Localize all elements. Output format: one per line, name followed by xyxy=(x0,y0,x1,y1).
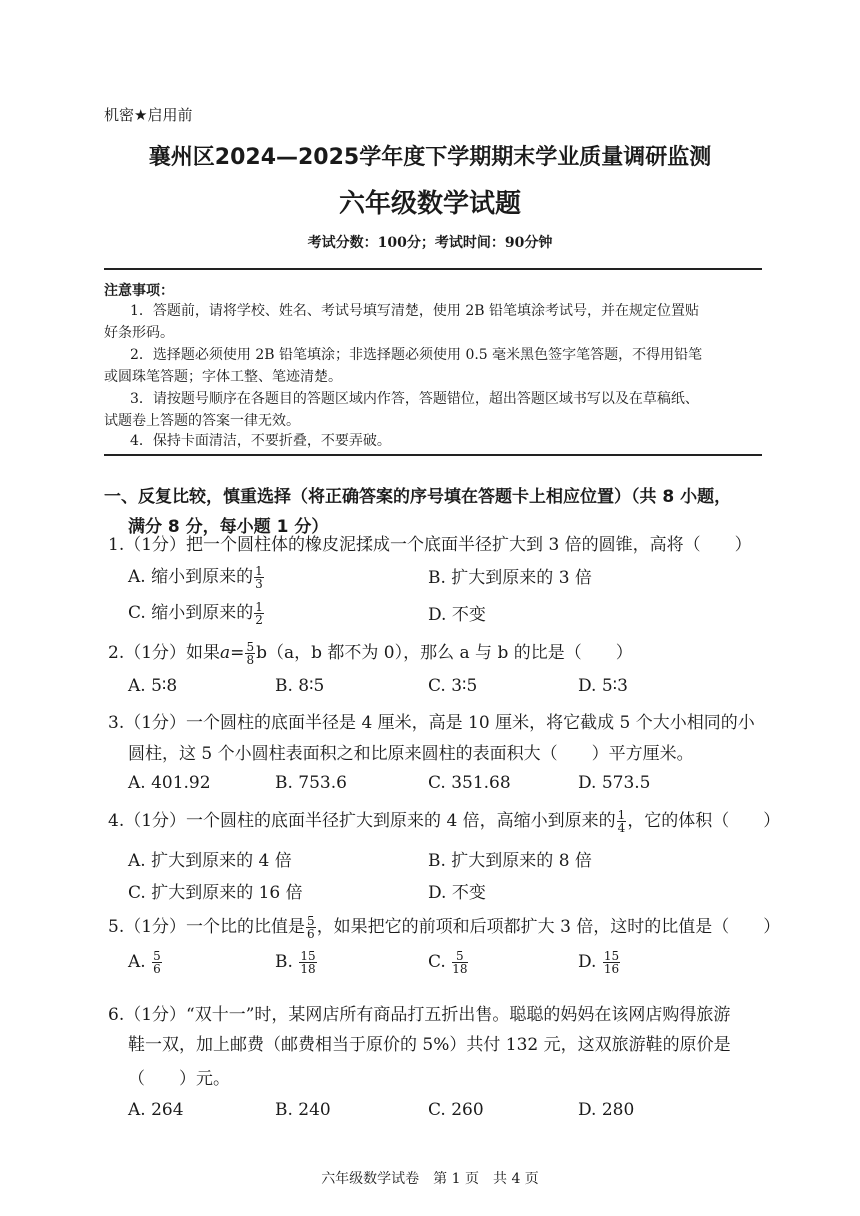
notice-line: 3．请按题号顺序在各题目的答题区域内作答，答题错位，超出答题区域书写以及在草稿纸、 xyxy=(130,391,699,407)
notice-heading: 注意事项： xyxy=(104,283,174,299)
question-4-stem: 4.（1分）一个圆柱的底面半径扩大到原来的 4 倍，高缩小到原来的 $\frac{1}{4}$ ，它的体积（ ） xyxy=(108,808,781,835)
question-2-stem: 2.（1分）如果a= $\frac{5}{8}$ b（a，b 都不为 0），那么 a 与 b 的比是（ ） xyxy=(108,640,633,667)
notice-line: 4．保持卡面清洁，不要折叠，不要弄破。 xyxy=(130,433,391,449)
fraction: $\frac{5}{6}$ xyxy=(153,949,161,976)
q6-option-a: A. 264 xyxy=(128,1100,184,1120)
q5-option-d: D. $\frac{15}{16}$ xyxy=(578,949,620,976)
section-title-cont: 满分 8 分，每小题 1 分） xyxy=(128,517,329,537)
question-3-stem-cont: 圆柱，这 5 个小圆柱表面积之和比原来圆柱的表面积大（ ）平方厘米。 xyxy=(128,744,694,764)
paper-title: 六年级数学试题 xyxy=(338,189,521,219)
fraction: $\frac{1}{3}$ xyxy=(255,564,263,591)
secret-label: 机密★启用前 xyxy=(104,106,193,124)
question-6-stem: 6.（1分）“双十一”时，某网店所有商品打五折出售。聪聪的妈妈在该网店购得旅游 xyxy=(108,1005,731,1025)
q5-option-b: B. $\frac{15}{18}$ xyxy=(275,949,316,976)
fraction: $\frac{5}{8}$ xyxy=(246,640,255,667)
fraction: $\frac{15}{16}$ xyxy=(603,949,620,976)
fraction: $\frac{15}{18}$ xyxy=(300,949,316,976)
q1-option-a: A. 缩小到原来的 $\frac{1}{3}$ xyxy=(128,564,263,591)
bottom-rule xyxy=(104,454,762,456)
notice-line: 1．答题前，请将学校、姓名、考试号填写清楚，使用 2B 铅笔填涂考试号，并在规定位置贴 xyxy=(130,303,700,319)
question-6-stem-cont: 鞋一双，加上邮费（邮费相当于原价的 5%）共付 132 元，这双旅游鞋的原价是 xyxy=(128,1035,731,1055)
q1-option-c: C. 缩小到原来的 $\frac{1}{2}$ xyxy=(128,600,263,627)
q6-option-d: D. 280 xyxy=(578,1100,635,1120)
q3-option-a: A. 401.92 xyxy=(128,773,211,793)
q3-option-c: C. 351.68 xyxy=(428,773,511,793)
q6-option-c: C. 260 xyxy=(428,1100,484,1120)
notice-line: 或圆珠笔答题；字体工整、笔迹清楚。 xyxy=(104,369,342,385)
q4-option-c: C. 扩大到原来的 16 倍 xyxy=(128,883,303,903)
q1-option-b: B. 扩大到原来的 3 倍 xyxy=(428,568,592,588)
q5-option-c: C. $\frac{5}{18}$ xyxy=(428,949,468,976)
question-6-stem-end: （ ）元。 xyxy=(128,1069,230,1089)
q5-option-a: A. $\frac{5}{6}$ xyxy=(128,949,161,976)
q4-option-b: B. 扩大到原来的 8 倍 xyxy=(428,851,592,871)
notice-line: 2．选择题必须使用 2B 铅笔填涂；非选择题必须使用 0.5 毫米黑色签字笔答题，不得用铅笔 xyxy=(130,347,703,363)
notice-line: 试题卷上答题的答案一律无效。 xyxy=(104,413,300,429)
top-rule xyxy=(104,268,762,270)
page-footer: 六年级数学试卷 第 1 页 共 4 页 xyxy=(321,1171,539,1187)
q3-option-b: B. 753.6 xyxy=(275,773,347,793)
question-1-stem: 1.（1分）把一个圆柱体的橡皮泥揉成一个底面半径扩大到 3 倍的圆锥，高将（ ） xyxy=(108,535,752,555)
fraction: $\frac{1}{4}$ xyxy=(617,808,626,835)
question-3-stem: 3.（1分）一个圆柱的底面半径是 4 厘米，高是 10 厘米，将它截成 5 个大小相同的小 xyxy=(108,713,755,733)
q2-option-d: D. 5∶3 xyxy=(578,676,628,696)
q2-option-c: C. 3∶5 xyxy=(428,676,478,696)
q2-option-b: B. 8∶5 xyxy=(275,676,325,696)
exam-info: 考试分数：100分；考试时间：90分钟 xyxy=(307,235,553,251)
notice-line: 好条形码。 xyxy=(104,325,174,341)
section-title: 一、反复比较，慎重选择（将正确答案的序号填在答题卡上相应位置）（共 8 小题， xyxy=(104,487,732,507)
exam-title: 襄州区2024—2025学年度下学期期末学业质量调研监测 xyxy=(148,145,712,170)
fraction: $\frac{5}{18}$ xyxy=(452,949,468,976)
q4-option-a: A. 扩大到原来的 4 倍 xyxy=(128,851,292,871)
fraction: $\frac{1}{2}$ xyxy=(255,600,263,627)
q1-option-d: D. 不变 xyxy=(428,605,486,625)
q4-option-d: D. 不变 xyxy=(428,883,486,903)
q2-option-a: A. 5∶8 xyxy=(128,676,178,696)
question-5-stem: 5.（1分）一个比的比值是 $\frac{5}{6}$ ，如果把它的前项和后项都扩大 3 倍，这时的比值是（ ） xyxy=(108,914,781,941)
q3-option-d: D. 573.5 xyxy=(578,773,651,793)
fraction: $\frac{5}{6}$ xyxy=(307,914,315,941)
q6-option-b: B. 240 xyxy=(275,1100,331,1120)
